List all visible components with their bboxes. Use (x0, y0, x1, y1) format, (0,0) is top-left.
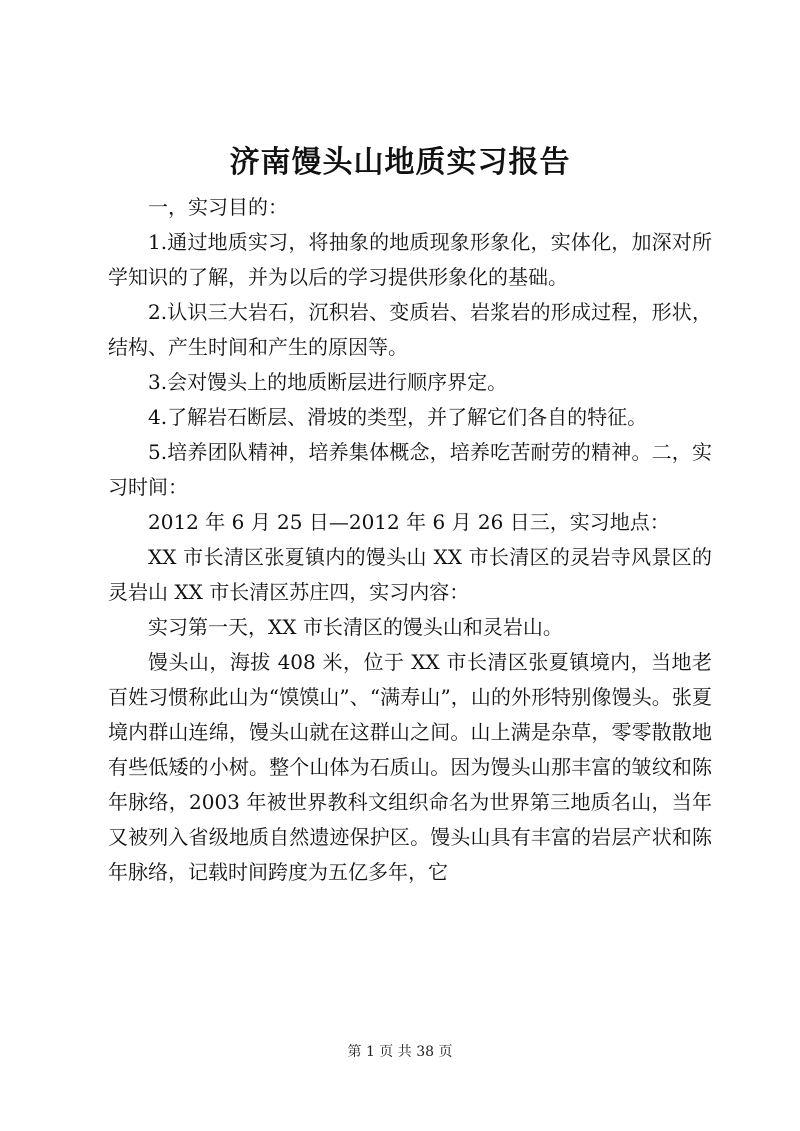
page-footer: 第 1 页 共 38 页 (347, 1044, 453, 1060)
paragraph-purpose-heading: 一，实习目的： (148, 195, 288, 219)
paragraph-purpose-3: 3.会对馒头上的地质断层进行顺序界定。 (148, 370, 508, 394)
paragraph-purpose-1: 1.通过地质实习，将抽象的地质现象形象化，实体化，加深对所学知识的了解，并为以后的学习提供形象化的基础。 (108, 230, 712, 289)
paragraph-purpose-4: 4.了解岩石断层、滑坡的类型，并了解它们各自的特征。 (148, 405, 648, 429)
paragraph-mantou-mountain: 馒头山，海拔 408 米，位于 XX 市长清区张夏镇境内，当地老百姓习惯称此山为“馍馍山”、“满寿山”，山的外形特别像馒头。张夏境内群山连绵，馒头山就在这群山之间。山上满是杂草，零零散散地有些低矮的小树。整个山体为石质山。因为馒头山那丰富的皱纹和陈年脉络，2003 年被世界教科文组织命名为世界第三地质名山，当年又被列入省级地质自然遗迹保护区。馒头山具有丰富的岩层产状和陈年脉络，记载时间跨度为五亿多年，它 (108, 650, 712, 884)
paragraph-location: XX 市长清区张夏镇内的馒头山 XX 市长清区的灵岩寺风景区的灵岩山 XX 市长清区苏庄四，实习内容： (108, 545, 712, 604)
paragraph-purpose-2: 2.认识三大岩石，沉积岩、变质岩、岩浆岩的形成过程，形状，结构、产生时间和产生的原因等。 (108, 300, 712, 359)
paragraph-day-one: 实习第一天，XX 市长清区的馒头山和灵岩山。 (148, 615, 563, 639)
paragraph-time: 2012 年 6 月 25 日—2012 年 6 月 26 日三，实习地点： (148, 510, 670, 534)
paragraph-purpose-5: 5.培养团队精神，培养集体概念，培养吃苦耐劳的精神。二，实习时间： (108, 440, 712, 499)
document-body (108, 190, 712, 890)
document-title: 济南馒头山地质实习报告 (229, 145, 571, 180)
